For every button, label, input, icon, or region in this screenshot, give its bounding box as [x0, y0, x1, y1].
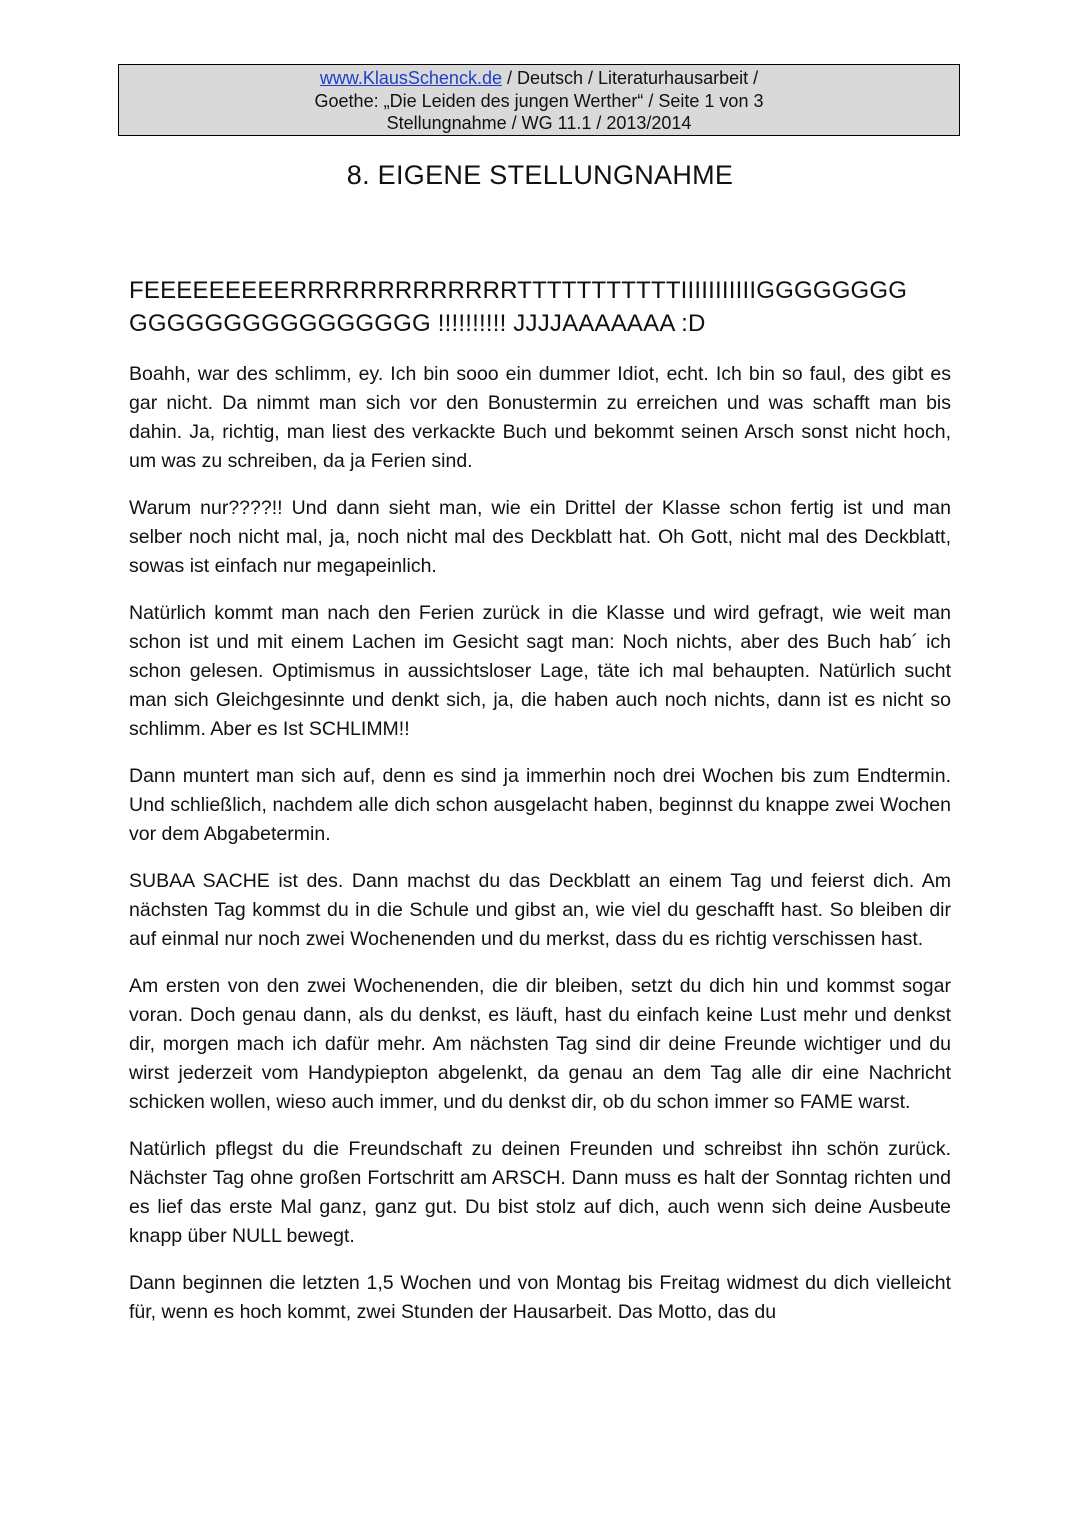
page-title: 8. EIGENE STELLUNGNAHME [346, 160, 734, 190]
body-text [129, 360, 951, 1345]
header-line-2: Goethe: „Die Leiden des jungen Werther“ / Seite 1 von 3 [314, 90, 764, 111]
paragraph-1: Boahh, war des schlimm, ey. Ich bin sooo ein dummer Idiot, echt. Ich bin so faul, des gibt es gar nicht. Da nimmt man sich vor den Bonustermin zu erreichen und was schafft man bis dahin. Ja, richtig, man liest des verkackte Buch und bekommt seinen Arsch sonst nicht hoch, um was zu schreiben, da ja Ferien sind. [129, 363, 951, 472]
paragraph-6: Am ersten von den zwei Wochenenden, die dir bleiben, setzt du dich hin und kommst sogar voran. Doch genau dann, als du denkst, es läuft, hast du einfach keine Lust mehr und denkst dir, morgen mach ich dafür mehr. Am nächsten Tag sind dir deine Freunde wichtiger und du wirst jederzeit vom Handypiepton abgelenkt, da genau an dem Tag alle dir eine Nachricht schicken wollen, wieso auch immer, und du denkst dir, ob du schon immer so FAME warst. [129, 975, 951, 1113]
website-link[interactable]: www.KlausSchenck.de [319, 68, 502, 88]
paragraph-3: Natürlich kommt man nach den Ferien zurück in die Klasse und wird gefragt, wie weit man schon ist und mit einem Lachen im Gesicht sagt man: Noch nichts, aber des Buch hab´ ich schon gelesen. Optimismus in aussichtsloser Lage, täte ich mal behaupten. Natürlich sucht man sich Gleichgesinnte und denkt sich, ja, die haben auch noch nichts, dann ist es nicht so schlimm. Aber es Ist SCHLIMM!! [129, 602, 951, 740]
header-line-3: Stellungnahme / WG 11.1 / 2013/2014 [386, 113, 692, 133]
paragraph-8: Dann beginnen die letzten 1,5 Wochen und von Montag bis Freitag widmest du dich vielleicht für, wenn es hoch kommt, zwei Stunden der Hausarbeit. Das Motto, das du [129, 1272, 951, 1323]
header-line-1 [119, 67, 959, 90]
shout-heading [129, 274, 959, 340]
shout-line-1: FEEEEEEEEERRRRRRRRRRRRRTTTTTTTTTTTIIIIIIIIIIIGGGGGGGG [129, 277, 908, 304]
paragraph-5: SUBAA SACHE ist des. Dann machst du das Deckblatt an einem Tag und feierst dich. Am nächsten Tag kommst du in die Schule und gibst an, wie viel du geschafft hast. So bleiben dir auf einmal nur noch zwei Wochenenden und du merkst, dass du es richtig verschissen hast. [129, 870, 951, 950]
document-header [118, 64, 960, 136]
header-line-1-text: / Deutsch / Literaturhausarbeit / [501, 68, 759, 88]
shout-line-2: GGGGGGGGGGGGGGGG !!!!!!!!!! JJJJAAAAAAA :D [129, 310, 706, 337]
paragraph-4: Dann muntert man sich auf, denn es sind ja immerhin noch drei Wochen bis zum Endtermin. Und schließlich, nachdem alle dich schon ausgelacht haben, beginnst du knappe zwei Wochen vor dem Abgabetermin. [129, 765, 951, 845]
paragraph-7: Natürlich pflegst du die Freundschaft zu deinen Freunden und schreibst ihn schön zurück. Nächster Tag ohne großen Fortschritt am ARSCH. Dann muss es halt der Sonntag richten und es lief das erste Mal ganz, ganz gut. Du bist stolz auf dich, auch wenn sich deine Ausbeute knapp über NULL bewegt. [129, 1138, 951, 1247]
paragraph-2: Warum nur????!! Und dann sieht man, wie ein Drittel der Klasse schon fertig ist und man selber noch nicht mal, ja, noch nicht mal des Deckblatt hat. Oh Gott, nicht mal des Deckblatt, sowas ist einfach nur megapeinlich. [129, 497, 951, 577]
